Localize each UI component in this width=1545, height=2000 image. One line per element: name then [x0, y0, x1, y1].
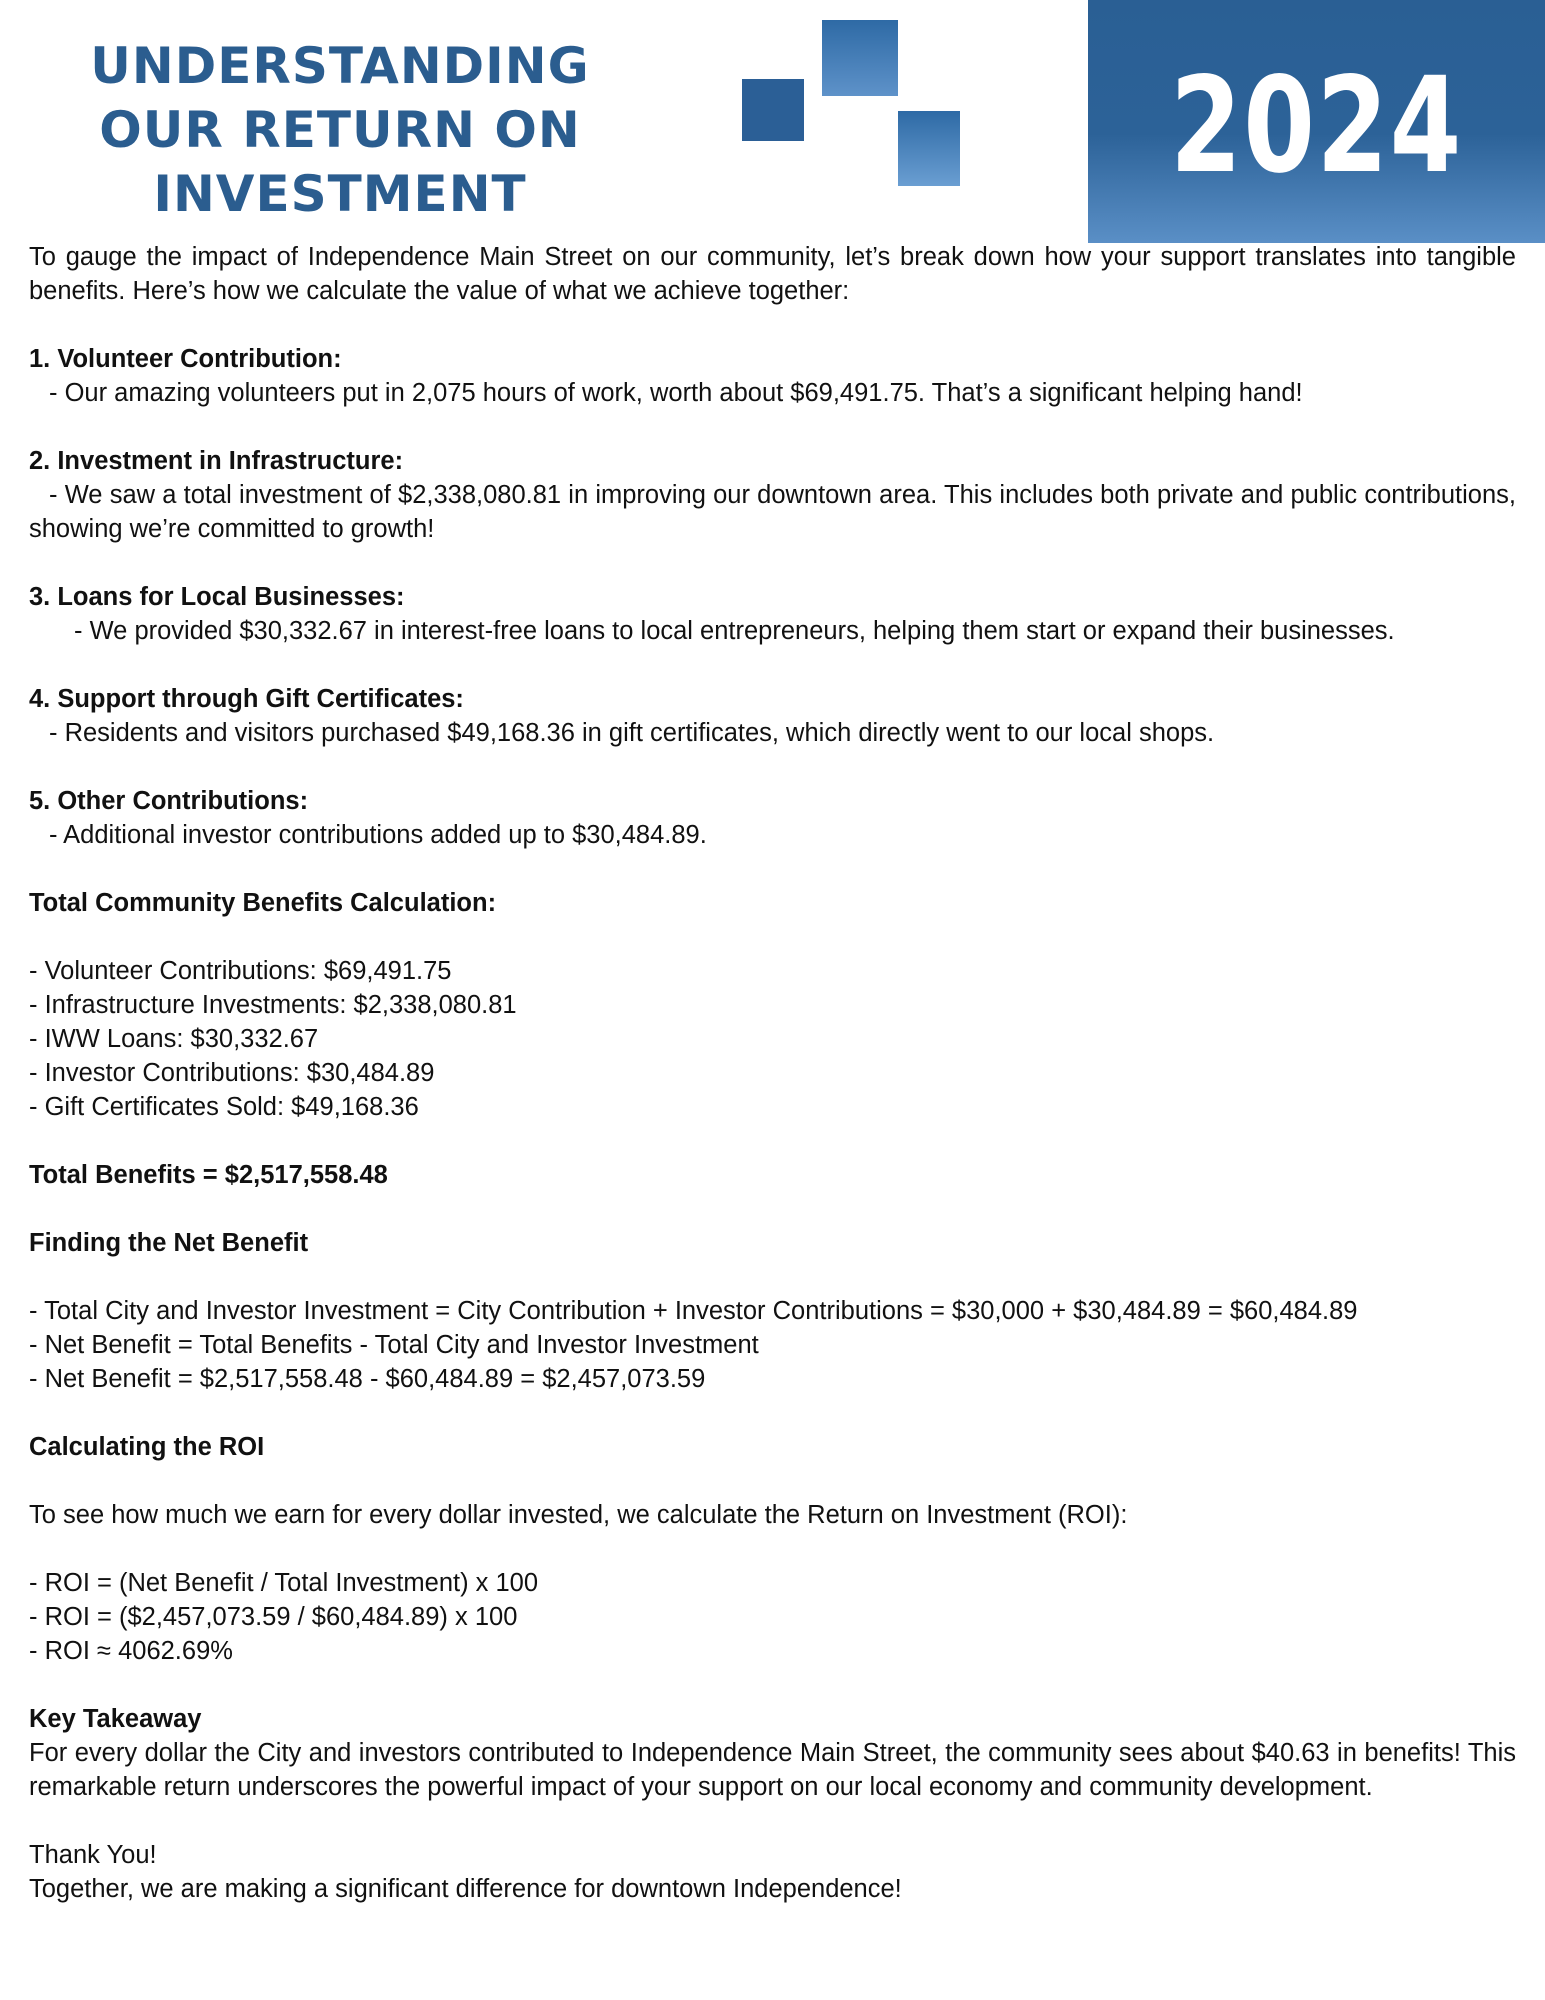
year-label: 2024: [1170, 49, 1463, 203]
closing-message: Together, we are making a significant difference for downtown Independence!: [29, 1875, 902, 1903]
roi-item-1: - ROI = (Net Benefit / Total Investment) x 100: [29, 1569, 539, 1597]
roi-heading: Calculating the ROI: [29, 1433, 265, 1461]
roi-item-3: - ROI ≈ 4062.69%: [29, 1637, 233, 1665]
section-body-infrastructure: - We saw a total investment of $2,338,080.81 in improving our downtown area. This includes both private and public contributions, showing we’re committed to growth!: [29, 481, 1516, 543]
totals-heading: Total Community Benefits Calculation:: [29, 889, 497, 917]
section-body-volunteer: - Our amazing volunteers put in 2,075 hours of work, worth about $69,491.75. That’s a significant helping hand!: [49, 379, 1303, 407]
section-heading-other: 5. Other Contributions:: [29, 787, 309, 815]
decorative-square-1: [742, 79, 804, 141]
title-line-3: INVESTMENT: [153, 165, 527, 223]
net-benefit-item-3: - Net Benefit = $2,517,558.48 - $60,484.89 = $2,457,073.59: [29, 1365, 706, 1393]
net-benefit-item-2: - Net Benefit = Total Benefits - Total City and Investor Investment: [29, 1331, 759, 1359]
section-heading-gift-certificates: 4. Support through Gift Certificates:: [29, 685, 464, 713]
decorative-square-2: [822, 20, 898, 96]
total-benefits-line: Total Benefits = $2,517,558.48: [29, 1161, 388, 1189]
title-line-2: OUR RETURN ON: [99, 101, 581, 159]
section-heading-loans: 3. Loans for Local Businesses:: [29, 583, 405, 611]
document-body: [29, 240, 1516, 1906]
totals-item-infrastructure: - Infrastructure Investments: $2,338,080.81: [29, 991, 517, 1019]
totals-item-loans: - IWW Loans: $30,332.67: [29, 1025, 319, 1053]
year-banner: [1088, 0, 1545, 243]
section-heading-infrastructure: 2. Investment in Infrastructure:: [29, 447, 404, 475]
section-heading-volunteer: 1. Volunteer Contribution:: [29, 345, 342, 373]
section-body-gift-certificates: - Residents and visitors purchased $49,168.36 in gift certificates, which directly went to our local shops.: [49, 719, 1215, 747]
net-benefit-heading: Finding the Net Benefit: [29, 1229, 309, 1257]
title-line-1: UNDERSTANDING: [90, 37, 590, 95]
section-body-loans: - We provided $30,332.67 in interest-free loans to local entrepreneurs, helping them start or expand their businesses.: [74, 617, 1395, 645]
roi-item-2: - ROI = ($2,457,073.59 / $60,484.89) x 100: [29, 1603, 518, 1631]
page-title: [60, 34, 620, 226]
closing-thanks: Thank You!: [29, 1841, 157, 1869]
roi-intro: To see how much we earn for every dollar invested, we calculate the Return on Investment (ROI):: [29, 1501, 1128, 1529]
net-benefit-item-1: - Total City and Investor Investment = City Contribution + Investor Contributions = $30,000 + $30,484.89 = $60,484.89: [29, 1297, 1358, 1325]
totals-item-gift-certificates: - Gift Certificates Sold: $49,168.36: [29, 1093, 419, 1121]
takeaway-heading: Key Takeaway: [29, 1705, 202, 1733]
takeaway-body: For every dollar the City and investors contributed to Independence Main Street, the community sees about $40.63 in benefits! This remarkable return underscores the powerful impact of your support on our local economy and community development.: [29, 1739, 1516, 1801]
totals-item-investor: - Investor Contributions: $30,484.89: [29, 1059, 435, 1087]
decorative-square-3: [898, 111, 960, 186]
totals-item-volunteer: - Volunteer Contributions: $69,491.75: [29, 957, 452, 985]
section-body-other: - Additional investor contributions added up to $30,484.89.: [49, 821, 707, 849]
intro-paragraph: To gauge the impact of Independence Main Street on our community, let’s break down how your support translates into tangible benefits. Here’s how we calculate the value of what we achieve together:: [29, 243, 1516, 305]
